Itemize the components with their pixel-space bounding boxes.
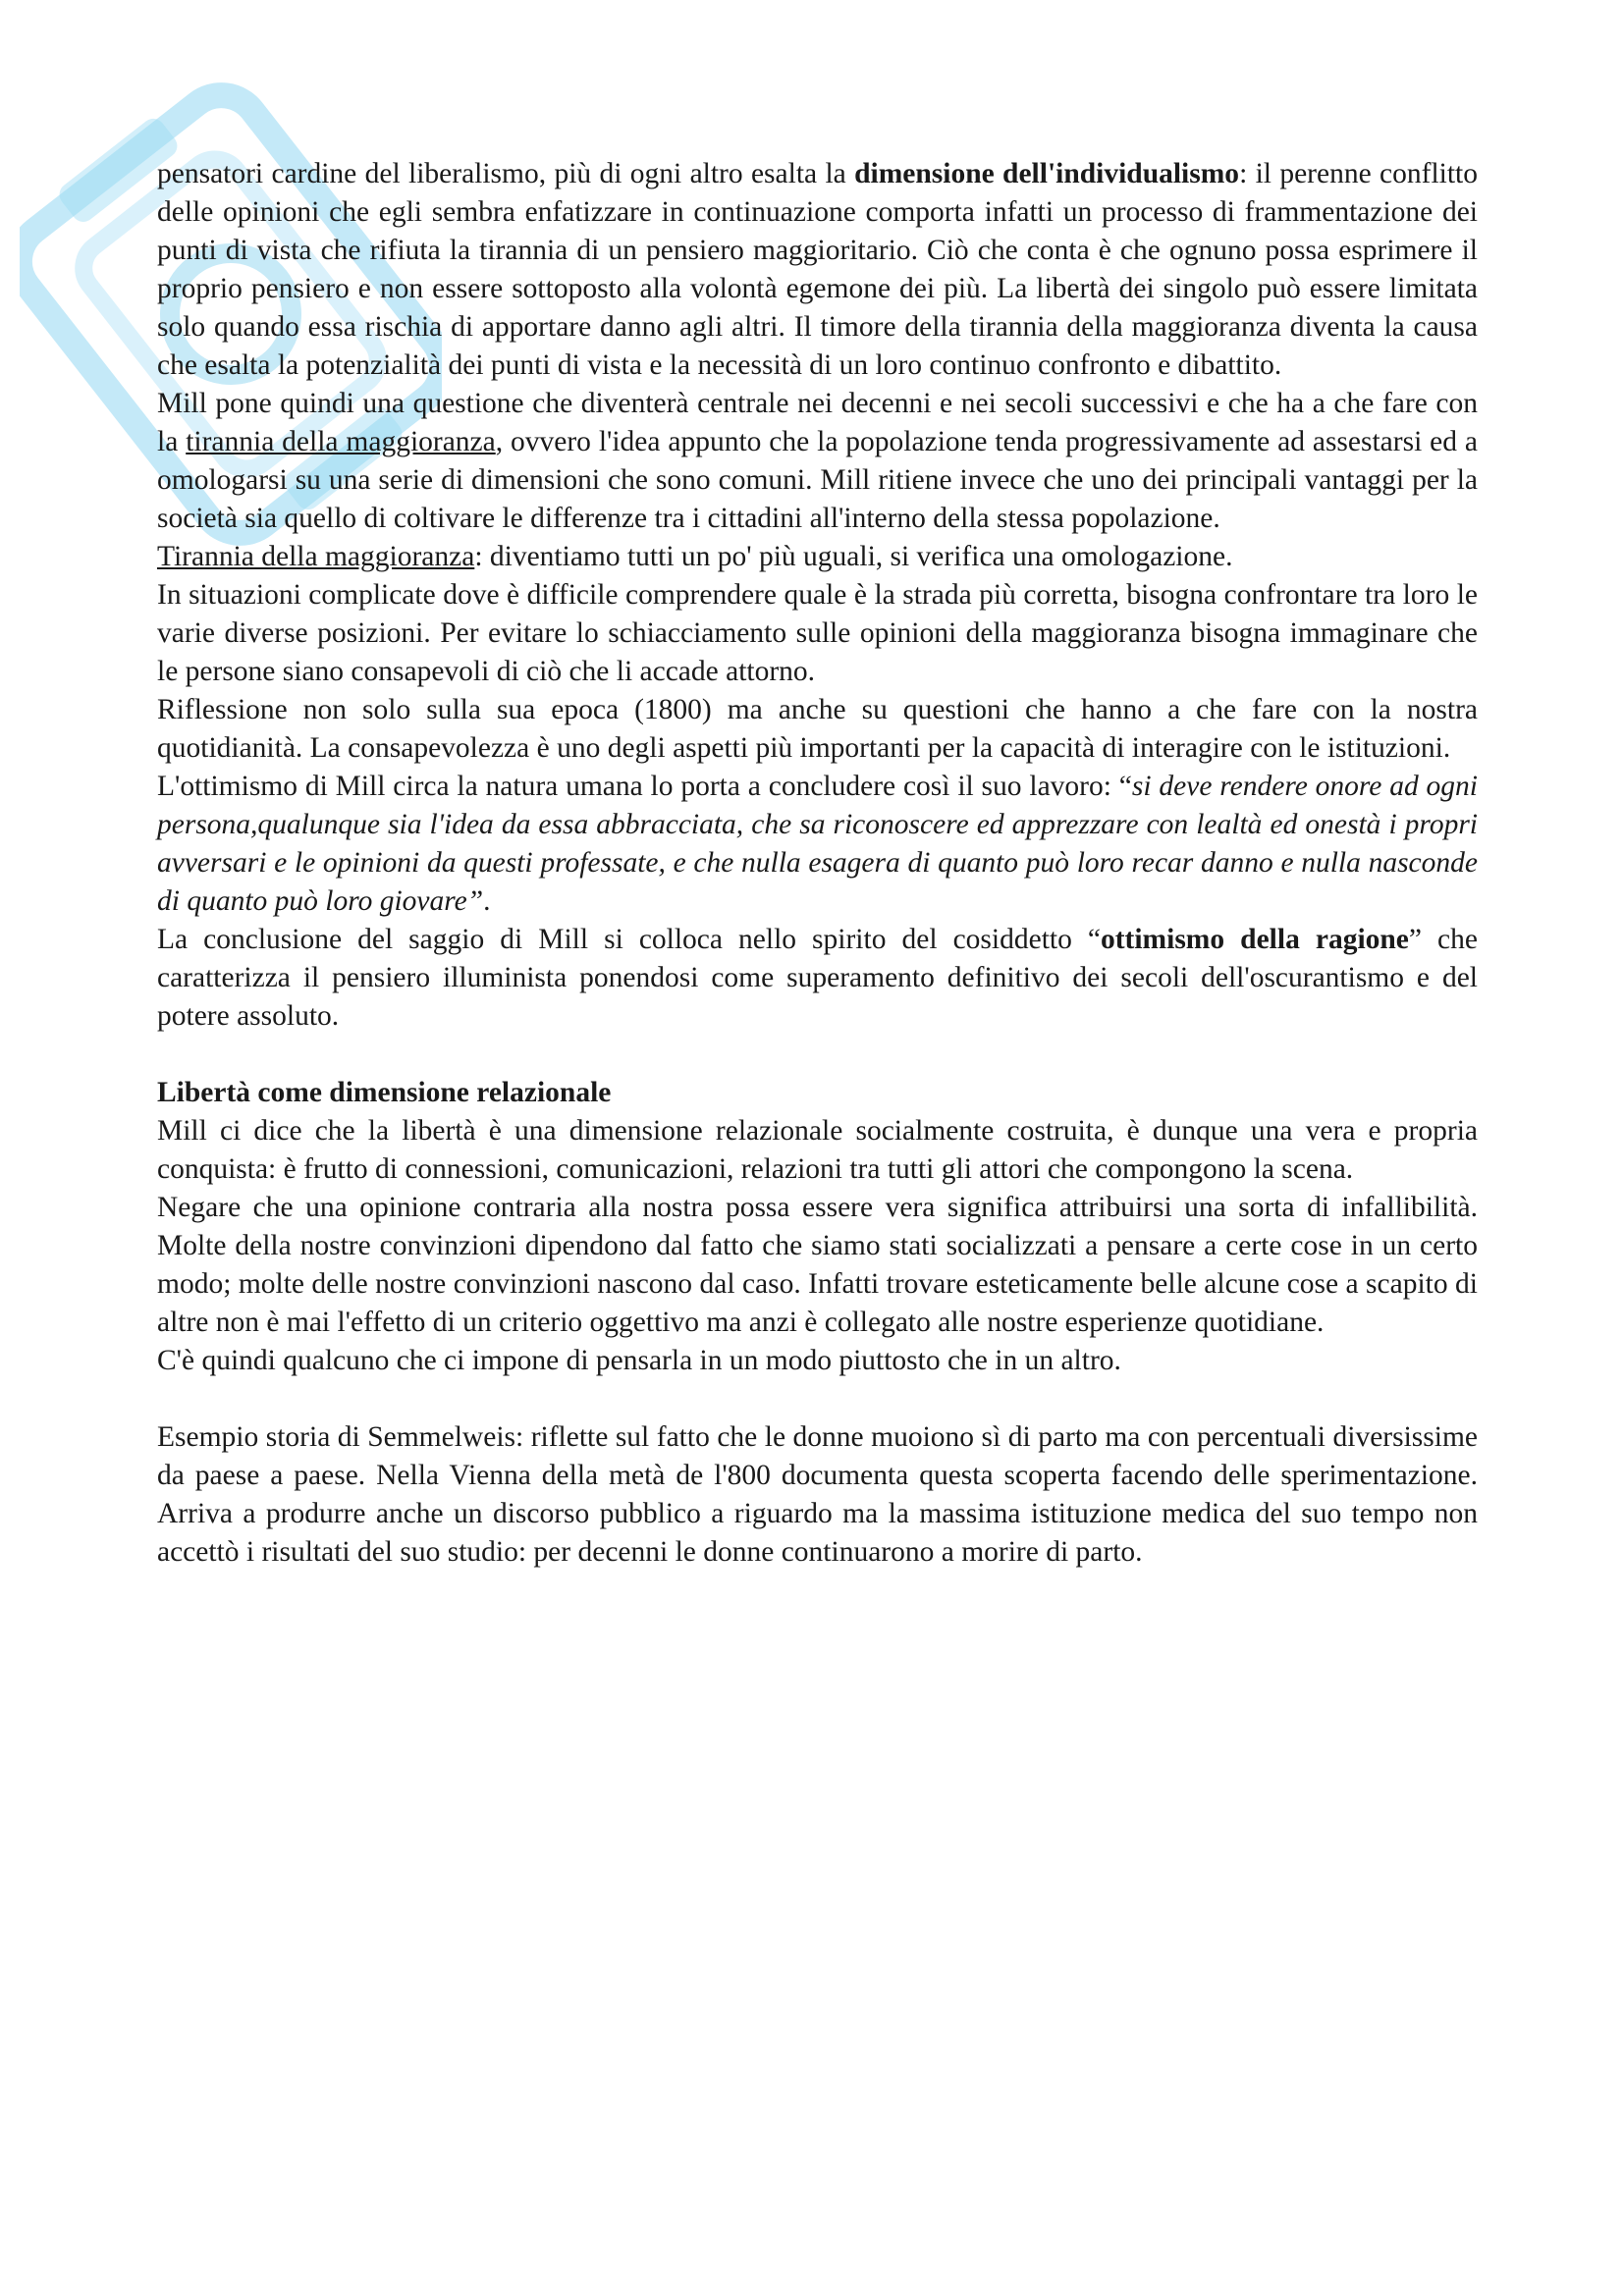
- paragraph-relational-freedom: Mill ci dice che la libertà è una dimensione relazionale socialmente costruita, è dunque una vera e propria conquista: è frutto di connessioni, comunicazioni, relazioni tra tutti gli attori che compongono la scena.: [157, 1115, 1478, 1185]
- blank-line: [157, 1036, 1478, 1074]
- bold-term: ottimismo della ragione: [1100, 924, 1409, 955]
- paragraph-optimism-quote: L'ottimismo di Mill circa la natura umana lo porta a concludere così il suo lavoro: “si deve rendere onore ad ogni persona,qualunque sia l'idea da essa abbracciata, che sa riconoscere ed apprezzare con lealtà ed onestà i propri avversari e le opinioni da questi professate, e che nulla esagera di quanto può loro recar danno e nulla nasconde di quanto può loro giovare”.: [157, 771, 1479, 917]
- paragraph-imposition: C'è quindi qualcuno che ci impone di pensarla in un modo piuttosto che in un altro.: [157, 1345, 1121, 1376]
- underlined-term: tirannia della maggioranza: [186, 426, 496, 457]
- blank-line: [157, 1380, 1478, 1418]
- paragraph-reflection: Riflessione non solo sulla sua epoca (1800) ma anche su questioni che hanno a che fare con la nostra quotidianità. La consapevolezza è uno degli aspetti più importanti per la capacità di interagire con le istituzioni.: [157, 694, 1478, 764]
- bold-term: dimensione dell'individualismo: [854, 158, 1240, 189]
- paragraph-tyranny-question: Mill pone quindi una questione che diventerà centrale nei decenni e nei secoli successivi e che ha a che fare con la tirannia della maggioranza, ovvero l'idea appunto che la popolazione tenda progressivamente ad assestarsi ed a omologarsi su una serie di dimensioni che sono comuni. Mill ritiene invece che uno dei principali vantaggi per la società sia quello di coltivare le differenze tra i cittadini all'interno della stessa popolazione.: [157, 388, 1478, 534]
- paragraph-semmelweis: Esempio storia di Semmelweis: riflette sul fatto che le donne muoiono sì di parto ma con percentuali diversissime da paese a paese. Nella Vienna della metà de l'800 documenta questa scoperta facendo delle sperimentazione. Arriva a produrre anche un discorso pubblico a riguardo ma la massima istituzione medica del suo tempo non accettò i risultati del suo studio: per decenni le donne continuarono a morire di parto.: [157, 1421, 1478, 1568]
- paragraph-infallibility: Negare che una opinione contraria alla nostra possa essere vera significa attribuirsi una sorta di infallibilità. Molte della nostre convinzioni dipendono dal fatto che siamo stati socializzati a pensare a certe cose in un certo modo; molte delle nostre convinzioni nascono dal caso. Infatti trovare esteticamente belle alcune cose a scapito di altre non è mai l'effetto di un criterio oggettivo ma anzi è collegato alle nostre esperienze quotidiane.: [157, 1192, 1478, 1338]
- paragraph-complicated-situations: In situazioni complicate dove è difficile comprendere quale è la strada più corretta, bisogna confrontare tra loro le varie diverse posizioni. Per evitare lo schiacciamento sulle opinioni della maggioranza bisogna immaginare che le persone siano consapevoli di ciò che li accade attorno.: [157, 579, 1478, 687]
- underlined-term: Tirannia della maggioranza: [157, 541, 475, 572]
- paragraph-individualism: pensatori cardine del liberalismo, più di ogni altro esalta la dimensione dell'individualismo: il perenne conflitto delle opinioni che egli sembra enfatizzare in continuazione comporta infatti un processo di frammentazione dei punti di vista che rifiuta la tirannia di un pensiero maggioritario. Ciò che conta è che ognuno possa esprimere il proprio pensiero e non essere sottoposto alla volontà egemone dei più. La libertà dei singolo può essere limitata solo quando essa rischia di apportare danno agli altri. Il timore della tirannia della maggioranza diventa la causa che esalta la potenzialità dei punti di vista e la necessità di un loro continuo confronto e dibattito.: [157, 158, 1478, 381]
- section-heading: Libertà come dimensione relazionale: [157, 1077, 612, 1108]
- document-body: [157, 155, 1478, 1572]
- paragraph-conclusion: La conclusione del saggio di Mill si colloca nello spirito del cosiddetto “ottimismo della ragione” che caratterizza il pensiero illuminista ponendosi come superamento definitivo dei secoli dell'oscurantismo e del potere assoluto.: [157, 924, 1478, 1032]
- italic-quote: si deve rendere onore ad ogni persona,qualunque sia l'idea da essa abbracciata, che sa riconoscere ed apprezzare con lealtà ed onestà i propri avversari e le opinioni da questi professate, e che nulla esagera di quanto può loro recar danno e nulla nasconde di quanto può loro giovare”: [157, 771, 1479, 917]
- paragraph-tyranny-definition: Tirannia della maggioranza: diventiamo tutti un po' più uguali, si verifica una omologazione.: [157, 541, 1233, 572]
